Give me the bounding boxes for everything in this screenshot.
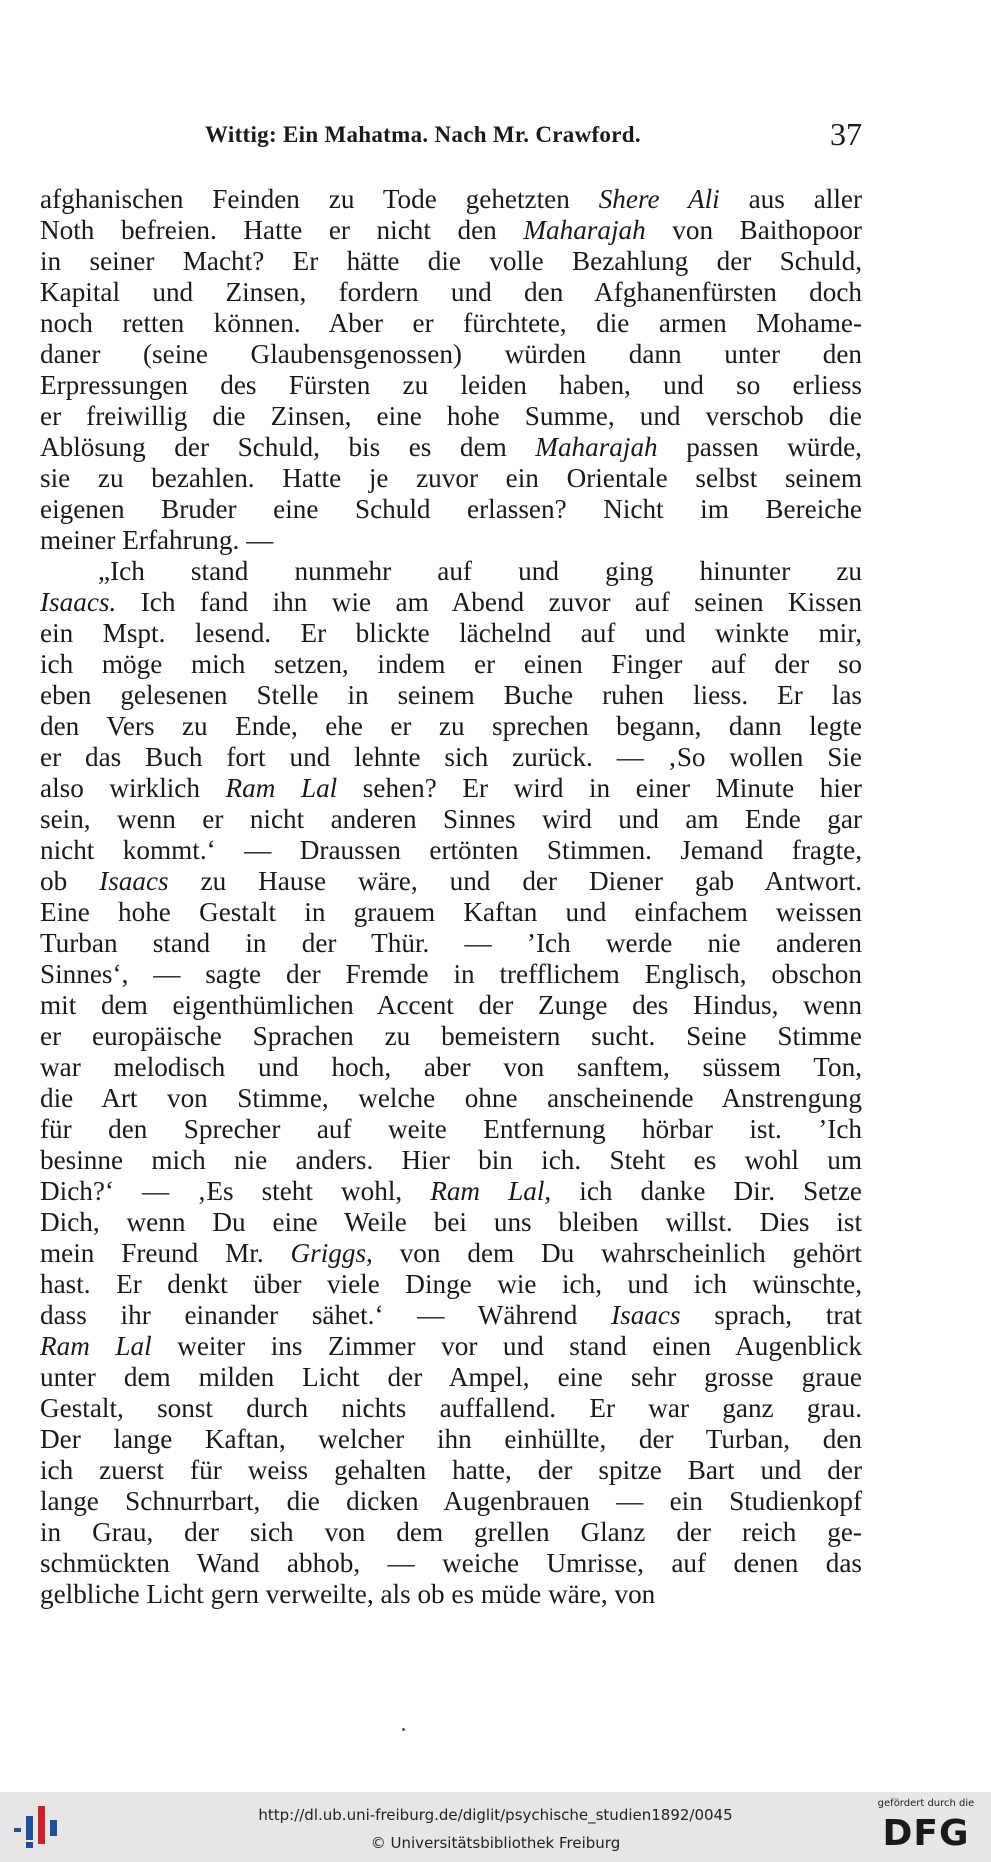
text-line [40,897,862,928]
dfg-block [871,1798,981,1858]
text-run: gelbliche Licht gern verweilte, als ob es müde wäre, von [40,1579,656,1609]
text-run: nicht kommt.‘ — Draussen ertönten Stimmen. Jemand fragte, [40,835,862,865]
text-run: Kapital und Zinsen, fordern und den Afghanenfürsten doch [40,277,862,307]
text-line [40,866,862,897]
text-run: ein Mspt. lesend. Er blickte lächelnd auf und winkte mir, [40,618,862,648]
text-line [40,649,862,680]
text-run: lange Schnurrbart, die dicken Augenbrauen — ein Studienkopf [40,1486,862,1516]
text-line [40,1455,862,1486]
text-run: unter dem milden Licht der Ampel, eine sehr grosse graue [40,1362,862,1392]
text-line [40,246,862,277]
text-run: , von dem Du wahrscheinlich gehört [366,1238,862,1268]
text-run: den Vers zu Ende, ehe er zu sprechen begann, dann legte [40,711,862,741]
text-line [40,339,862,370]
text-run: für den Sprecher auf weite Entfernung hörbar ist. ’Ich [40,1114,862,1144]
text-run: sprach, trat [680,1300,862,1330]
footer-copyright: © Universitätsbibliothek Freiburg [370,1834,621,1852]
text-line [40,215,862,246]
text-line [40,773,862,804]
text-run: Gestalt, sonst durch nichts auffallend. Er war ganz grau. [40,1393,862,1423]
text-run: Eine hohe Gestalt in grauem Kaftan und einfachem weissen [40,897,862,927]
text-line [40,494,862,525]
page-number: 37 [830,116,862,152]
text-run: Sinnes‘, — sagte der Fremde in trefflichem Englisch, obschon [40,959,862,989]
text-line [40,835,862,866]
text-line [40,1238,862,1269]
text-run: ob [40,866,100,896]
text-line [40,680,862,711]
dfg-logo-icon [871,1811,981,1851]
text-run: , ich danke Dir. Setze [544,1176,862,1206]
running-title: Wittig: Ein Mahatma. Nach Mr. Crawford. [205,122,641,147]
text-line [40,1517,862,1548]
text-line [40,525,862,556]
text-line [40,1052,862,1083]
text-line [40,370,862,401]
text-line [40,1083,862,1114]
text-line [40,804,862,835]
dfg-logo-text: DFG [882,1813,970,1851]
text-line [40,1021,862,1052]
text-run: also wirklich [40,773,226,803]
text-line [40,990,862,1021]
text-run: eigenen Bruder eine Schuld erlassen? Nicht im Bereiche [40,494,862,524]
text-run: Turban stand in der Thür. — ’Ich werde nie anderen [40,928,862,958]
text-run: aus aller [719,184,862,214]
text-line [40,308,862,339]
text-line [40,1176,862,1207]
text-run: ich möge mich setzen, indem er einen Finger auf der so [40,649,862,679]
italic-run: Shere Ali [598,184,720,214]
text-run: in seiner Macht? Er hätte die volle Bezahlung der Schuld, [40,246,862,276]
text-run: besinne mich nie anders. Hier bin ich. Steht es wohl um [40,1145,862,1175]
text-line [40,1424,862,1455]
text-line [40,1486,862,1517]
text-run: Erpressungen des Fürsten zu leiden haben, und so erliess [40,370,862,400]
text-run: Dich, wenn Du eine Weile bei uns bleiben willst. Dies ist [40,1207,862,1237]
text-line [40,959,862,990]
page-header [40,118,862,158]
text-run: schmückten Wand abhob, — weiche Umrisse, auf denen das [40,1548,862,1578]
text-run: daner (seine Glaubensgenossen) würden dann unter den [40,339,862,369]
italic-run: Ram Lal [430,1176,545,1206]
footer-url[interactable]: http://dl.ub.uni-freiburg.de/diglit/psychische_studien1892/0045 [258,1806,733,1824]
text-line [40,1548,862,1579]
text-line [40,1269,862,1300]
text-run: Dich?‘ — ‚Es steht wohl, [40,1176,431,1206]
text-run: sehen? Er wird in einer Minute hier [337,773,862,803]
italic-run: Isaacs. [40,587,117,617]
text-run: er das Buch fort und lehnte sich zurück. — ‚So wollen Sie [40,742,862,772]
text-run: die Art von Stimme, welche ohne anscheinende Anstrengung [40,1083,862,1113]
footer-bar [0,1792,991,1862]
italic-run: Ram Lal [225,773,338,803]
text-run: sie zu bezahlen. Hatte je zuvor ein Orientale selbst seinem [40,463,862,493]
text-run: weiter ins Zimmer vor und stand einen Augenblick [151,1331,862,1361]
text-line [40,711,862,742]
text-run: er freiwillig die Zinsen, eine hohe Summe, und verschob die [40,401,862,431]
text-line [40,1362,862,1393]
italic-run: Isaacs [99,866,169,896]
text-line [40,928,862,959]
text-line [40,432,862,463]
text-run: in Grau, der sich von dem grellen Glanz der reich ge- [40,1517,862,1547]
text-line [40,1393,862,1424]
text-run: eben gelesenen Stelle in seinem Buche ruhen liess. Er las [40,680,862,710]
text-line [40,1331,862,1362]
italic-run: Griggs [290,1238,367,1268]
text-run: hast. Er denkt über viele Dinge wie ich, und ich wünschte, [40,1269,862,1299]
text-line [40,463,862,494]
text-line [40,618,862,649]
text-run: zu Hause wäre, und der Diener gab Antwort. [168,866,862,896]
text-run: „Ich stand nunmehr auf und ging hinunter zu [98,556,862,586]
text-line [40,742,862,773]
text-line [40,587,862,618]
text-run: Noth befreien. Hatte er nicht den [40,215,524,245]
text-run: Der lange Kaftan, welcher ihn einhüllte, der Turban, den [40,1424,862,1454]
text-run: mit dem eigenthümlichen Accent der Zunge des Hindus, wenn [40,990,862,1020]
italic-run: Maharajah [535,432,658,462]
text-line [40,1114,862,1145]
text-run: von Baithopoor [645,215,862,245]
text-run: Ablösung der Schuld, bis es dem [40,432,536,462]
text-line [40,1207,862,1238]
text-line [40,277,862,308]
italic-run: Isaacs [611,1300,681,1330]
text-run: er europäische Sprachen zu bemeistern sucht. Seine Stimme [40,1021,862,1051]
text-run: noch retten können. Aber er fürchtete, die armen Mohame- [40,308,862,338]
text-run: war melodisch und hoch, aber von sanftem, süssem Ton, [40,1052,862,1082]
body-text [40,184,862,1610]
text-line [40,401,862,432]
text-run: mein Freund Mr. [40,1238,291,1268]
text-run: Ich fand ihn wie am Abend zuvor auf seinen Kissen [116,587,862,617]
speck-mark [402,1728,405,1731]
text-line [40,184,862,215]
italic-run: Maharajah [523,215,646,245]
text-run: afghanischen Feinden zu Tode gehetzten [40,184,599,214]
text-run: dass ihr einander sähet.‘ — Während [40,1300,612,1330]
text-line [40,1145,862,1176]
text-line [40,1300,862,1331]
text-line [40,1579,862,1610]
text-run: ich zuerst für weiss gehalten hatte, der spitze Bart und der [40,1455,862,1485]
text-line [40,556,862,587]
dfg-caption: gefördert durch die [877,1798,975,1809]
italic-run: Ram Lal [40,1331,152,1361]
text-run: sein, wenn er nicht anderen Sinnes wird und am Ende gar [40,804,862,834]
text-run: passen würde, [657,432,862,462]
text-run: meiner Erfahrung. — [40,525,274,555]
